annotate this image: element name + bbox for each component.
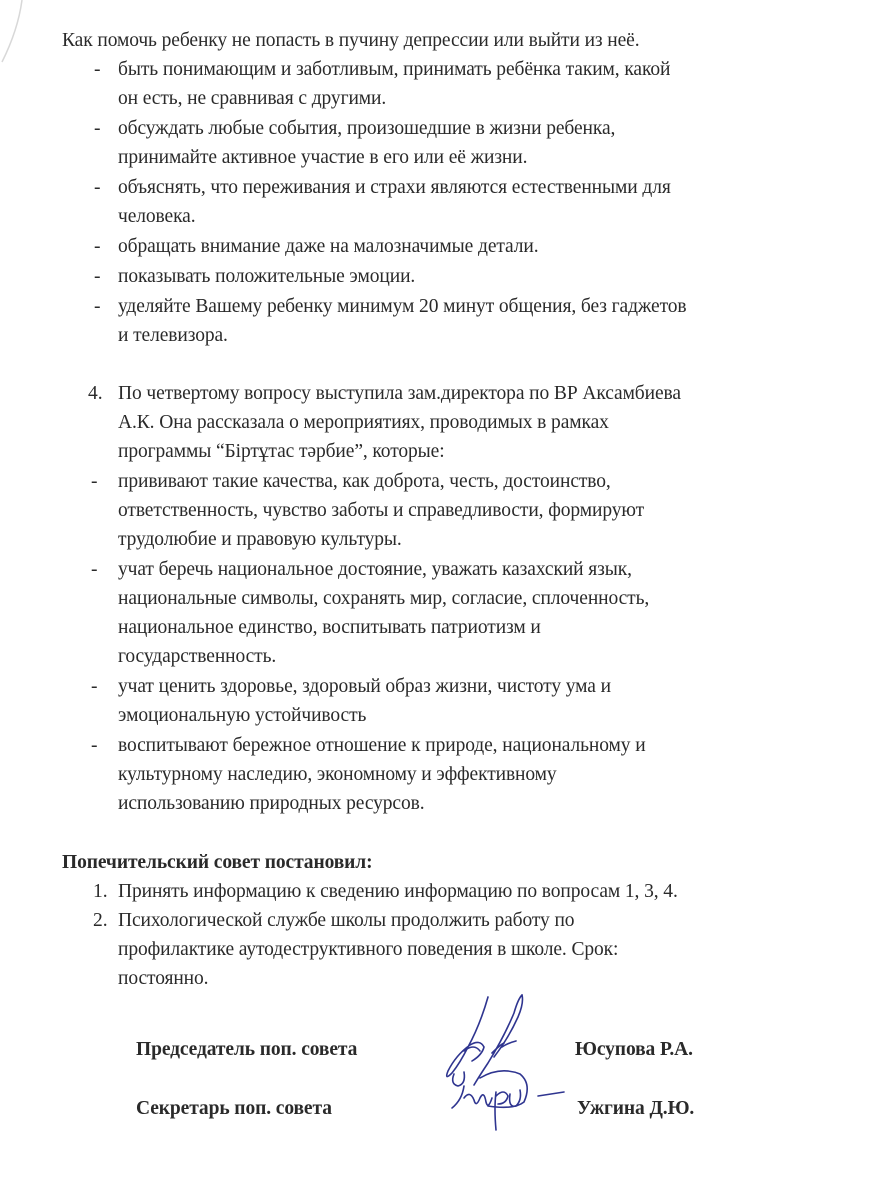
- bullet-text: государственность.: [118, 646, 277, 667]
- bullet-text: и телевизора.: [118, 325, 228, 346]
- bullet-text: национальное единство, воспитывать патриотизм и: [118, 617, 541, 638]
- bullet-text: эмоциональную устойчивость: [118, 705, 367, 726]
- bullet-marker: -: [94, 59, 101, 80]
- bullet-text: национальные символы, сохранять мир, согласие, сплоченность,: [118, 588, 650, 609]
- bullet-text: объяснять, что переживания и страхи являются естественными для: [118, 177, 671, 198]
- bullet-text: воспитывают бережное отношение к природе, национальному и: [118, 735, 646, 756]
- bullet-marker: -: [91, 559, 98, 580]
- bullet-text: человека.: [118, 206, 196, 227]
- bullet-text: он есть, не сравнивая с другими.: [118, 88, 387, 109]
- bullet-marker: -: [91, 471, 98, 492]
- signature-role: Секретарь поп. совета: [136, 1098, 332, 1119]
- signature-role: Председатель поп. совета: [136, 1039, 358, 1060]
- bullet-text: ответственность, чувство заботы и справедливости, формируют: [118, 500, 645, 521]
- bullet-text: быть понимающим и заботливым, принимать ребёнка таким, какой: [118, 59, 671, 80]
- bullet-text: принимайте активное участие в его или её жизни.: [118, 147, 528, 168]
- bullet-text: использованию природных ресурсов.: [118, 793, 425, 814]
- bullet-marker: -: [94, 266, 101, 287]
- resolution-text: Принять информацию к сведению информацию по вопросам 1, 3, 4.: [118, 881, 678, 902]
- bullet-text: учат ценить здоровье, здоровый образ жизни, чистоту ума и: [118, 676, 611, 697]
- bullet-text: уделяйте Вашему ребенку минимум 20 минут общения, без гаджетов: [118, 296, 687, 317]
- item-text: По четвертому вопросу выступила зам.директора по ВР Аксамбиева: [118, 383, 681, 404]
- bullet-marker: -: [91, 735, 98, 756]
- bullet-marker: -: [94, 118, 101, 139]
- signature-name: Ужгина Д.Ю.: [577, 1098, 695, 1119]
- bullet-text: прививают такие качества, как доброта, честь, достоинство,: [118, 471, 611, 492]
- bullet-text: обращать внимание даже на малозначимые детали.: [118, 236, 539, 257]
- bullet-text: показывать положительные эмоции.: [118, 266, 416, 287]
- item-number: 4.: [88, 383, 103, 404]
- resolution-heading: Попечительский совет постановил:: [62, 852, 373, 873]
- signature-name: Юсупова Р.А.: [575, 1039, 693, 1060]
- item-text: А.К. Она рассказала о мероприятиях, проводимых в рамках: [118, 412, 609, 433]
- page-edge-mark: [0, 0, 30, 70]
- bullet-text: учат беречь национальное достояние, уважать казахский язык,: [118, 559, 632, 580]
- resolution-text: Психологической службе школы продолжить работу по: [118, 910, 575, 931]
- bullet-text: культурному наследию, экономному и эффективному: [118, 764, 557, 785]
- section-heading: Как помочь ребенку не попасть в пучину депрессии или выйти из неё.: [62, 30, 640, 51]
- resolution-text: профилактике аутодеструктивного поведения в школе. Срок:: [118, 939, 619, 960]
- bullet-marker: -: [91, 676, 98, 697]
- bullet-marker: -: [94, 177, 101, 198]
- bullet-marker: -: [94, 296, 101, 317]
- resolution-number: 1.: [93, 881, 108, 902]
- resolution-text: постоянно.: [118, 968, 209, 989]
- bullet-text: обсуждать любые события, произошедшие в жизни ребенка,: [118, 118, 616, 139]
- bullet-marker: -: [94, 236, 101, 257]
- resolution-number: 2.: [93, 910, 108, 931]
- bullet-text: трудолюбие и правовую культуры.: [118, 529, 402, 550]
- item-text: программы “Біртұтас тәрбие”, которые:: [118, 441, 445, 462]
- signature-secretary: [440, 1060, 590, 1150]
